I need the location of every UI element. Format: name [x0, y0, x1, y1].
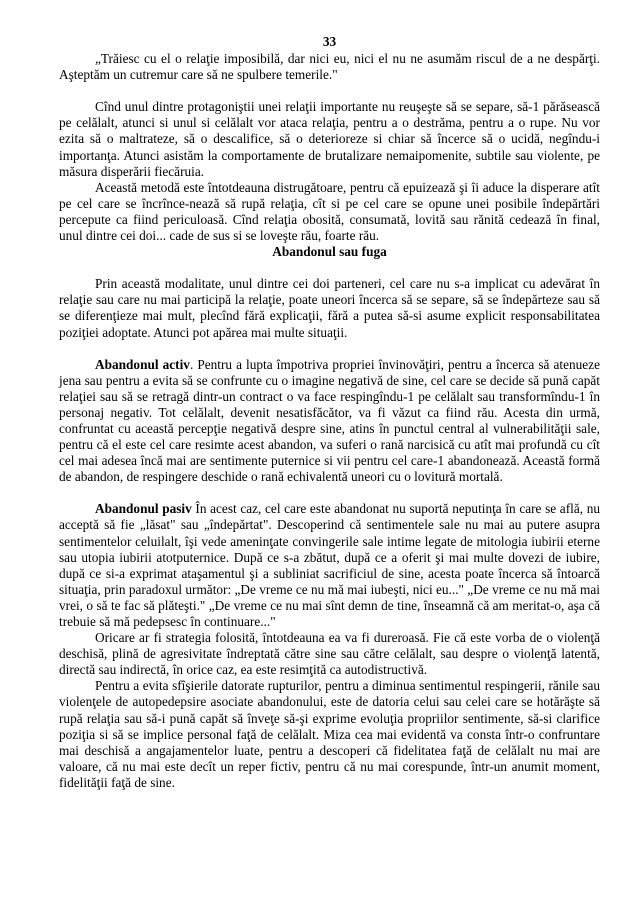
paragraph-protagonists: Cînd unul dintre protagoniştii unei relaţii importante nu reuşeşte să se separe, să-1 părăsească pe celălalt, atunci si unul si celălalt vor ataca relaţia, pentru a o destrăma, pentru a o rupe. Nu vor ezita să o maltrateze, să o descalifice, să o deterioreze si chiar să încerce să o ucidă, negîndu-i importanţa. Atunci asistăm la comportamente de brutalizare nemaipomenite, subtile sau violente, pe măsura disperării fiecăruia.	[59, 99, 600, 179]
paragraph-method: Această metodă este întotdeauna distrugătoare, pentru că epuizează şi îi aduce la disperare atît pe cel care se încrînce-nează să rupă relaţia, cît si pe cel care se opune unei posibile îndepărtări percepute ca fiind periculoasă. Cînd relaţia obosită, consumată, lovită sau rănită cedează în final, unul dintre cei doi... cade de sus si se loveşte rău, foarte rău.	[59, 179, 600, 244]
paragraph-strategy: Oricare ar fi strategia folosită, întotdeauna ea va fi dureroasă. Fie că este vorba de o violenţă deschisă, plină de agresivitate îndreptată către sine sau către celălalt, sau despre o violenţă latentă, directă sau indirectă, în orice caz, ea este resimţită ca autodistructivă.	[59, 630, 600, 678]
paragraph-quote: „Trăiesc cu el o relaţie imposibilă, dar nici eu, nici el nu ne asumăm riscul de a ne despărţi. Aşteptăm un cutremur care să ne spulbere temerile."	[59, 51, 600, 83]
paragraph-conclusion: Pentru a evita sfîşierile datorate rupturilor, pentru a diminua sentimentul respingerii, rănile sau violenţele de autopedepsire asociate abandonului, este de datoria celui sau celei care se hotărăşte să rupă relaţia sau să-i pună capăt să înveţe să-şi exprime evoluţia propriilor sentimente, să-si clarifice poziţia si să se implice personal faţă de celălalt. Miza cea mai evidentă va consta într-o confruntare mai deschisă a angajamentelor luate, pentru a descoperi că fidelitatea faţă de celălalt nu mai are valoare, că nu mai este decît un reper fictiv, pentru că nu mai corespunde, într-un anumit moment, fidelităţii faţă de sine.	[59, 678, 600, 790]
page-number: 33	[322, 34, 337, 49]
term-active-abandon: Abandonul activ	[95, 356, 190, 372]
paragraph-active-abandon: Abandonul activ. Pentru a lupta împotriva propriei învinovăţiri, pentru a încerca să atenueze jena sau pentru a evita să se confrunte cu o imagine negativă de sine, cel care se decide să pună capăt relaţiei sau să se retragă dintr-un contract o va face respingîndu-1 pe celălalt sau transformîndu-1 în personaj negativ. Tot celălalt, devenit nesatisfăcător, va fi văzut ca fiind rău. Acesta din urmă, confruntat cu această percepţie negativă despre sine, atins în punctul central al vulnerabilităţii sale, pentru că el este cel care resimte acest abandon, va suferi o rană narcisică cu atît mai profundă cu cît cel mai adesea încă mai are sentimente puternice si vii pentru cel care-1 abandonează. Această formă de abandon, de respingere deschide o rană echivalentă uneori cu o lovitură mortală.	[59, 356, 600, 485]
paragraph-passive-abandon: Abandonul pasiv În acest caz, cel care este abandonat nu suportă neputinţa în care se află, nu acceptă să fie „lăsat" sau „îndepărtat". Descoperind că sentimentele sale nu mai au putere asupra sentimentelor celuilalt, îşi vede ameninţate convingerile sale intime legate de mitologia iubirii eterne sau utopia iubirii atotputernice. După ce s-a zbătut, după ce a oferit şi mai multe dovezi de iubire, după ce si-a exprimat ataşamentul şi a subliniat sacrificiul de sine, acesta poate încerca să întoarcă situaţia, prin paradoxul următor: „De vreme ce nu mă mai iubeşti, nici eu..." „De vreme ce nu mă mai vrei, o să te fac să plăteşti." „De vreme ce nu mai sînt demn de tine, înseamnă că am meritat-o, aşa că trebuie să mă pedepsesc în continuare..."	[59, 501, 600, 629]
paragraph-intro: Prin această modalitate, unul dintre cei doi parteneri, cel care nu s-a implicat cu adevărat în relaţie sau care nu mai participă la relaţie, poate uneori încerca să se separe, să se îndepărteze sau să se diferenţieze mai mult, plecînd fără explicaţii, fără a putea să-si asume explicit responsabilitatea poziţiei adoptate. Atunci pot apărea mai multe situaţii.	[59, 276, 600, 340]
term-passive-abandon: Abandonul pasiv	[95, 501, 192, 517]
document-page	[59, 34, 600, 791]
section-heading: Abandonul sau fuga	[272, 244, 387, 260]
